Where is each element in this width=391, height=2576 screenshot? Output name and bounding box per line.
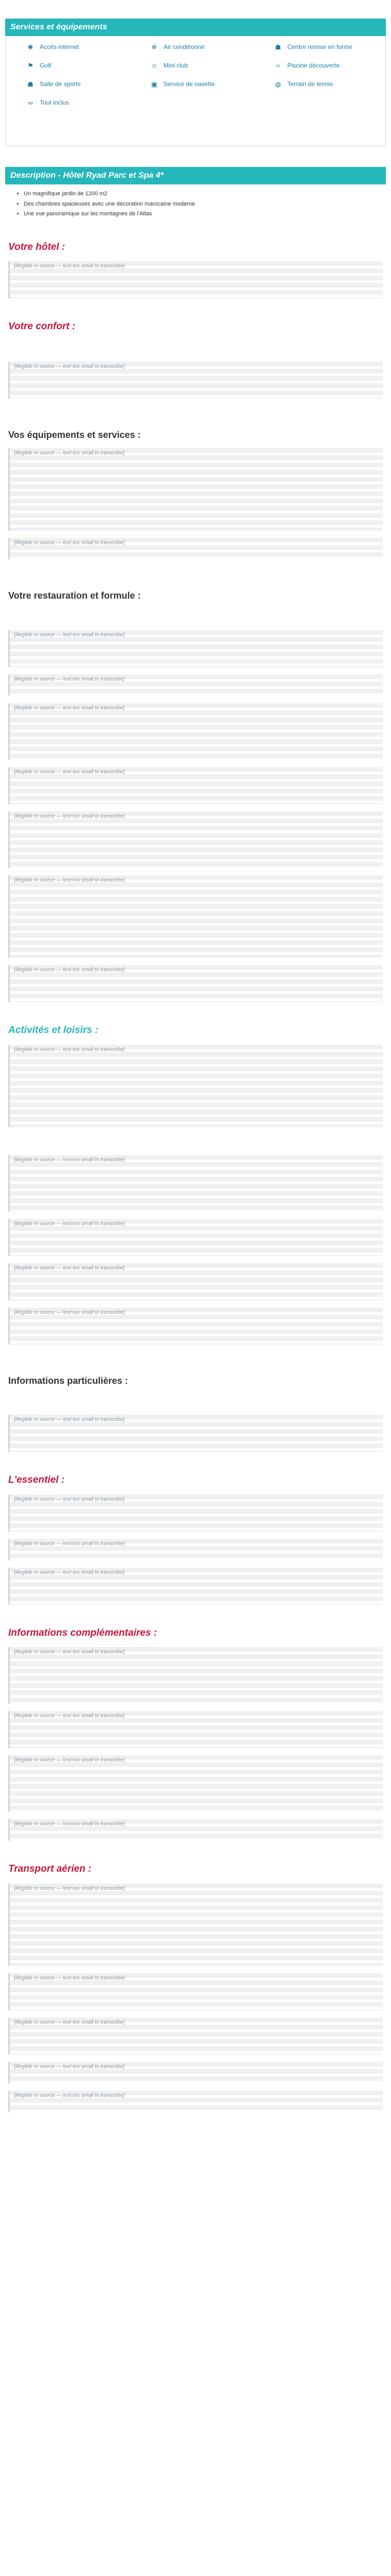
pool-icon: ≈	[276, 62, 280, 70]
tennis-icon: ◍	[275, 80, 281, 88]
paragraph-placeholder: [illegible in source — text too small to transcribe]	[8, 703, 383, 760]
services-title: Services et équipements	[5, 19, 386, 36]
service-item: ☺ Mini club	[151, 62, 188, 70]
paragraph-placeholder: [illegible in source — text too small to transcribe]	[8, 965, 383, 1002]
paragraph-placeholder: [illegible in source — text too small to transcribe]	[8, 811, 383, 868]
paragraph-placeholder: [illegible in source — text too small to transcribe]	[8, 1415, 383, 1452]
all-inclusive-icon: ∞	[28, 99, 33, 107]
paragraph-placeholder: [illegible in source — text too small to transcribe]	[8, 261, 383, 298]
paragraph-placeholder: [illegible in source — text too small to transcribe]	[8, 674, 383, 696]
section-title-hotel: Votre hôtel :	[8, 241, 66, 252]
paragraph-placeholder: [illegible in source — text too small to transcribe]	[8, 1045, 383, 1127]
list-item: • Une vue panoramique sur les montagnes de l'Atlas	[24, 210, 383, 219]
highlights-list	[8, 190, 383, 219]
service-item: ✺ Accès internet	[26, 42, 150, 53]
paragraph-placeholder: [illegible in source — text too small to transcribe]	[8, 1219, 383, 1256]
section-title-activites: Activités et loisirs :	[8, 1025, 99, 1036]
service-item: ▣ Service de navette	[151, 80, 215, 88]
description-body	[5, 184, 386, 2112]
child-icon: ☺	[151, 62, 158, 70]
service-item: ☗ Salle de sports	[26, 79, 150, 90]
section-title-essentiel: L'essentiel :	[8, 1475, 65, 1486]
services-grid	[5, 36, 386, 146]
dumbbell-icon: ☗	[275, 43, 281, 51]
paragraph-placeholder: [illegible in source — text too small to transcribe]	[8, 2018, 383, 2055]
paragraph-placeholder: [illegible in source — text too small to transcribe]	[8, 1647, 383, 1704]
service-item: ⚑ Golf	[26, 61, 150, 71]
wifi-icon: ✺	[27, 43, 34, 51]
paragraph-placeholder: [illegible in source — text too small to transcribe]	[8, 448, 383, 531]
service-item: ❄ Air conditionné	[150, 42, 274, 53]
list-item: • Des chambres spacieuses avec une décoration marocaine moderne	[24, 200, 383, 209]
list-item: • Un magnifique jardin de 1200 m2	[24, 190, 383, 199]
paragraph-placeholder: [illegible in source — text too small to transcribe]	[8, 1308, 383, 1345]
paragraph-placeholder: [illegible in source — text too small to transcribe]	[8, 1263, 383, 1300]
paragraph-placeholder: [illegible in source — text too small to transcribe]	[8, 1539, 383, 1561]
paragraph-placeholder: [illegible in source — text too small to transcribe]	[8, 1568, 383, 1605]
description-title: Description - Hôtel Ryad Parc et Spa 4*	[5, 167, 386, 184]
paragraph-placeholder: [illegible in source — text too small to transcribe]	[8, 875, 383, 958]
service-item: ☗ Centre remise en forme	[274, 42, 387, 53]
section-title-infos: Informations particulières :	[8, 1375, 128, 1386]
shuttle-icon: ▣	[151, 80, 158, 88]
service-item: ◍ Terrain de tennis	[274, 79, 387, 90]
gym-icon: ☗	[27, 80, 34, 88]
snowflake-icon: ❄	[151, 43, 157, 51]
paragraph-placeholder: [illegible in source — text too small to transcribe]	[8, 1495, 383, 1532]
golf-icon: ⚑	[27, 62, 34, 70]
paragraph-placeholder: [illegible in source — text too small to transcribe]	[8, 1973, 383, 2010]
section-title-equipements: Vos équipements et services :	[8, 429, 141, 440]
paragraph-placeholder: [illegible in source — text too small to transcribe]	[8, 538, 383, 560]
paragraph-placeholder: [illegible in source — text too small to transcribe]	[8, 1711, 383, 1748]
paragraph-placeholder: [illegible in source — text too small to transcribe]	[8, 2091, 383, 2112]
section-title-confort: Votre confort :	[8, 321, 76, 332]
paragraph-placeholder: [illegible in source — text too small to transcribe]	[8, 1884, 383, 1966]
paragraph-placeholder: [illegible in source — text too small to transcribe]	[8, 767, 383, 804]
paragraph-placeholder: [illegible in source — text too small to transcribe]	[8, 1819, 383, 1841]
paragraph-placeholder: [illegible in source — text too small to transcribe]	[8, 1755, 383, 1812]
paragraph-placeholder: [illegible in source — text too small to transcribe]	[8, 2062, 383, 2083]
paragraph-placeholder: [illegible in source — text too small to transcribe]	[8, 1155, 383, 1212]
paragraph-placeholder: [illegible in source — text too small to transcribe]	[8, 630, 383, 667]
service-item: ∞ Tout inclus	[26, 98, 150, 108]
section-title-transport: Transport aérien :	[8, 1863, 92, 1875]
section-title-complementaires: Informations complémentaires :	[8, 1627, 157, 1638]
section-title-restauration: Votre restauration et formule :	[8, 590, 141, 601]
paragraph-placeholder: [illegible in source — text too small to transcribe]	[8, 362, 383, 399]
service-item: ≈ Piscine découverte	[274, 61, 387, 71]
